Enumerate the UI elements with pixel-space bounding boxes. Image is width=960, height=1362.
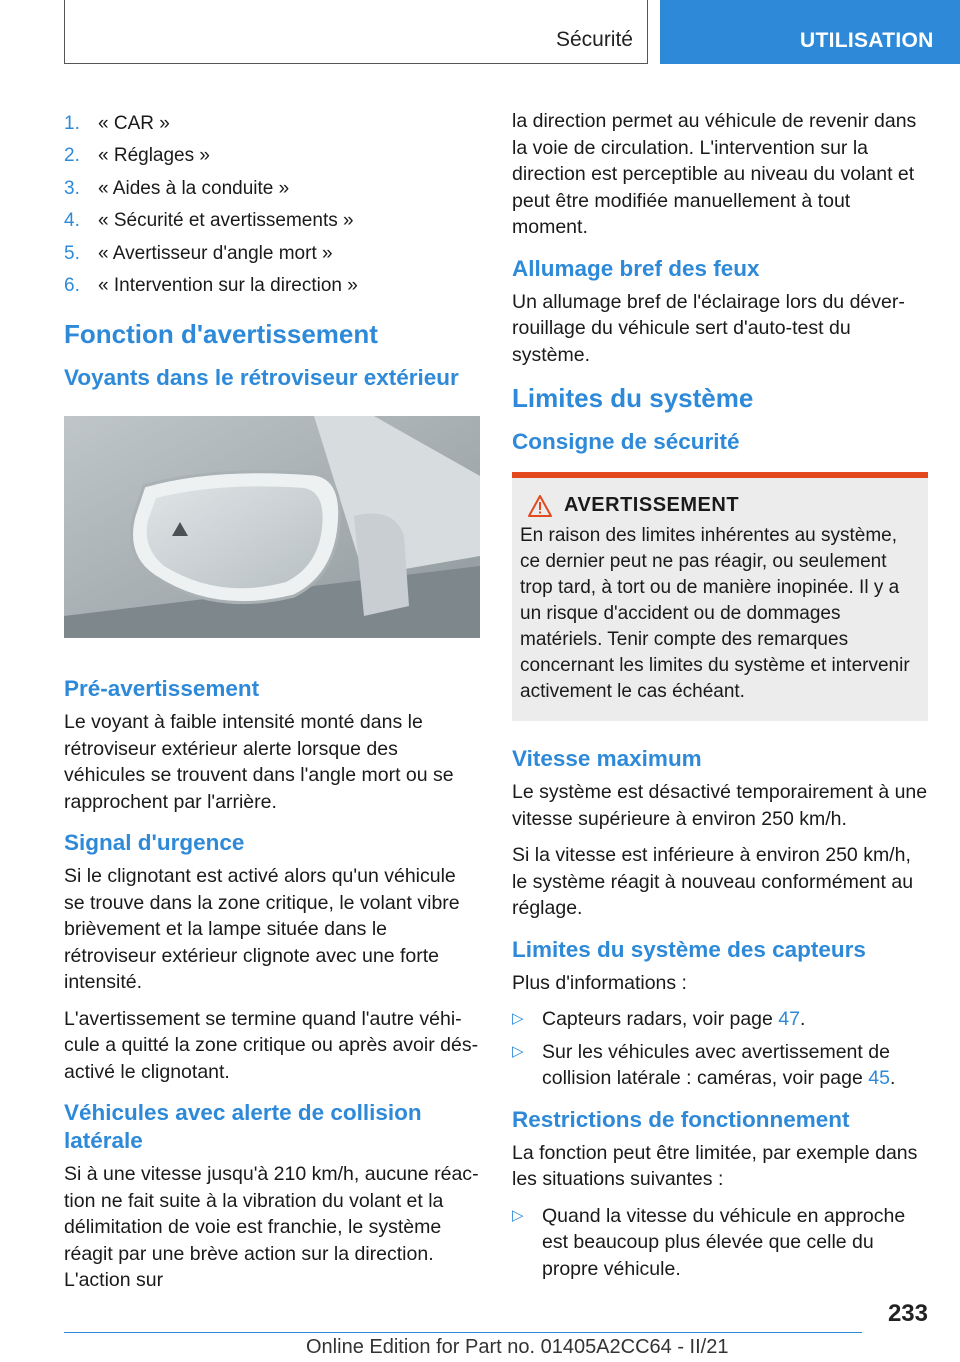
left-column	[64, 108, 480, 1304]
heading-voyants: Voyants dans le rétroviseur extérieur	[64, 365, 459, 391]
paragraph: Si le clignotant est activé alors qu'un véhicule se trouve dans la zone critique, le volant vibre brièvement et la lampe située dans le rétroviseur extérieur clignote avec une forte intensité.	[64, 865, 460, 994]
list-item: ▷ Capteurs radars, voir page 47.	[512, 1006, 928, 1033]
heading-allumage: Allumage bref des feux	[512, 255, 760, 281]
heading-vehicules: Véhicules avec alerte de collision latérale	[64, 1100, 422, 1154]
paragraph: la direction permet au véhicule de revenir dans la voie de circulation. L'intervention sur la direction est perceptible au niveau du volant et peut être modifiée manuellement à tout moment.	[512, 110, 917, 238]
heading-consigne: Consigne de sécurité	[512, 429, 740, 454]
heading-fonction: Fonction d'avertissement	[64, 319, 378, 350]
right-column	[512, 108, 928, 1294]
list-item: ▷ Quand la vitesse du véhicule en approche est beaucoup plus élevée que celle du propre véhicule.	[512, 1204, 906, 1280]
paragraph: Plus d'informations :	[512, 971, 687, 994]
footer-divider	[64, 1332, 862, 1333]
paragraph: Un allumage bref de l'éclairage lors du déverrouillage du véhicule sert d'auto-test du système.	[512, 290, 905, 366]
warning-text: En raison des limites inhérentes au système, ce dernier peut ne pas réagir, ou seulement trop tard, à tort ou de manière inopinée. Il y a un risque d'accident ou de dommages matériels. Tenir compte des remarques concernant les limites du système et intervenir activement le cas échéant.	[520, 525, 910, 702]
list-item: 3. « Aides à la conduite »	[64, 177, 290, 199]
paragraph: Si à une vitesse jusqu'à 210 km/h, aucune réaction ne fait suite à la vibration du volant et la délimitation de voie est franchie, le système réagit par une brève action sur la direction. L'action sur	[64, 1163, 479, 1292]
warning-title: AVERTISSEMENT	[520, 494, 920, 517]
bullet-triangle-icon: ▷	[512, 1042, 524, 1060]
steps-list	[64, 108, 480, 302]
section-title: Sécurité	[555, 28, 633, 51]
bullet-triangle-icon: ▷	[512, 1206, 524, 1224]
restrictions-list	[512, 1203, 928, 1283]
footer-edition: Online Edition for Part no. 01405A2CC64 - II/21	[306, 1336, 729, 1358]
mirror-illustration	[64, 416, 480, 638]
chapter-tab-label: UTILISATION	[800, 29, 934, 52]
capteurs-list	[512, 1006, 928, 1092]
paragraph: Le système est désactivé temporairement à une vitesse supérieure à environ 250 km/h.	[512, 781, 928, 830]
list-item: 6. « Intervention sur la direction »	[64, 275, 358, 297]
paragraph: Si la vitesse est inférieure à environ 250 km/h, le système réagit à nouveau conformément au réglage.	[512, 844, 914, 919]
heading-signal: Signal d'urgence	[64, 830, 245, 856]
list-item: 4. « Sécurité et avertissements »	[64, 210, 354, 232]
bullet-triangle-icon: ▷	[512, 1010, 524, 1027]
page-number: 233	[887, 1300, 928, 1327]
paragraph: La fonction peut être limitée, par exemple dans les situations suivantes :	[512, 1141, 918, 1190]
chapter-tab[interactable]	[660, 0, 960, 64]
heading-capteurs: Limites du système des capteurs	[512, 936, 866, 962]
heading-restrictions: Restrictions de fonctionnement	[512, 1106, 850, 1132]
list-item: 2. « Réglages »	[64, 145, 210, 167]
warning-triangle-icon	[528, 495, 552, 517]
paragraph: L'avertissement se termine quand l'autre véhicule a quitté la zone critique ou après avoir désactivé le clignotant.	[64, 1007, 479, 1083]
list-item: 1. « CAR »	[64, 113, 170, 134]
heading-vitesse: Vitesse maximum	[512, 746, 702, 771]
header-box	[64, 0, 648, 64]
list-item: ▷ Sur les véhicules avec avertissement de collision latérale : caméras, voir page 45.	[512, 1040, 896, 1089]
warning-box	[512, 472, 928, 721]
list-item: 5. « Avertisseur d'angle mort »	[64, 242, 333, 264]
page-link[interactable]: 45	[868, 1067, 890, 1089]
paragraph: Le voyant à faible intensité monté dans le rétroviseur extérieur alerte lorsque des véhicules se trouvent dans l'angle mort ou se rapprochent par l'arrière.	[64, 711, 454, 813]
heading-limites: Limites du système	[512, 383, 754, 413]
heading-pre: Pré-avertissement	[64, 676, 260, 702]
page-link[interactable]: 47	[778, 1008, 800, 1030]
